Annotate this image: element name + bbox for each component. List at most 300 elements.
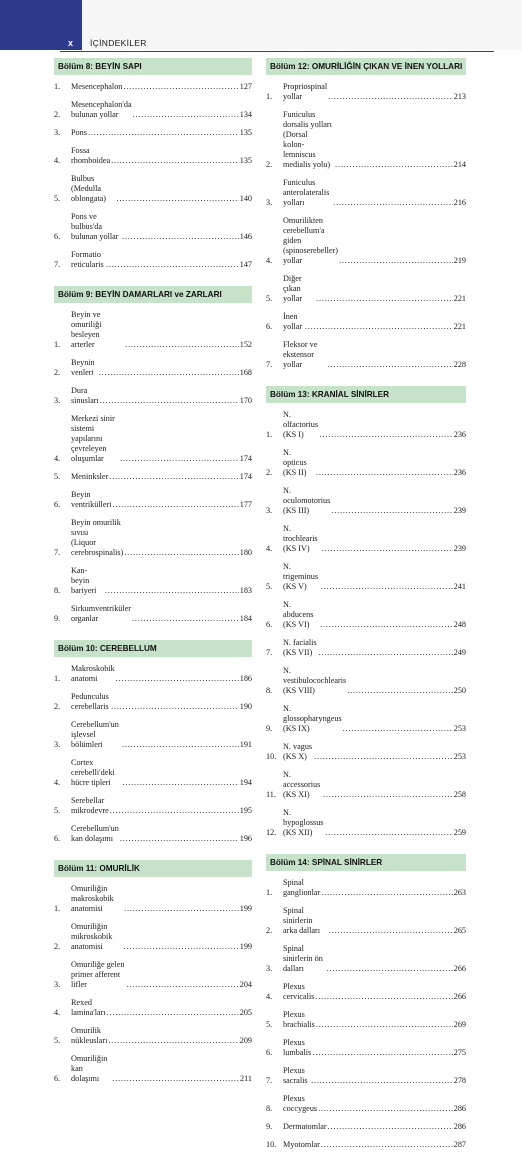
entry-title: Omuriliğin mikroskobik anatomisi <box>71 922 113 951</box>
entry-page-number: 127 <box>239 82 252 91</box>
entry-number: 3. <box>54 980 61 989</box>
toc-entry[interactable] <box>54 414 252 464</box>
entry-title: N. accessorius (KS XI) <box>283 770 321 799</box>
toc-entry[interactable] <box>54 796 252 816</box>
dot-leader <box>100 396 239 406</box>
toc-entry[interactable] <box>54 518 252 558</box>
entry-label <box>283 600 466 630</box>
toc-entry[interactable] <box>266 1066 466 1086</box>
toc-entry[interactable] <box>266 944 466 974</box>
toc-entry[interactable] <box>54 128 252 138</box>
dot-leader <box>124 548 238 558</box>
entry-number: 7. <box>54 260 61 269</box>
entry-label <box>283 110 466 170</box>
entry-number: 2. <box>54 368 61 377</box>
entry-title: Cerebellum'un kan dolaşımı <box>71 824 119 843</box>
entry-label <box>283 216 466 266</box>
dot-leader <box>126 980 238 990</box>
toc-entry[interactable] <box>54 386 252 406</box>
toc-entry[interactable] <box>266 216 466 266</box>
entry-title: Mesencephalon <box>71 82 123 91</box>
toc-entry[interactable] <box>266 878 466 898</box>
entry-page-number: 248 <box>453 620 466 629</box>
entry-page-number: 236 <box>453 468 466 477</box>
entry-page-number: 259 <box>453 828 466 837</box>
dot-leader <box>116 674 239 684</box>
toc-entry[interactable] <box>266 906 466 936</box>
entry-page-number: 194 <box>239 778 252 787</box>
toc-section <box>54 58 252 270</box>
entry-label <box>71 472 252 482</box>
entry-page-number: 184 <box>239 614 252 623</box>
dot-leader <box>320 620 453 630</box>
entry-number: 3. <box>266 964 273 973</box>
dot-leader <box>323 790 453 800</box>
entry-label <box>283 1010 466 1030</box>
entry-page-number: 134 <box>239 110 252 119</box>
entry-number: 1. <box>266 92 273 101</box>
entry-page-number: 253 <box>453 724 466 733</box>
entry-title: Omurilik nükleusları <box>71 1026 108 1045</box>
entry-page-number: 168 <box>239 368 252 377</box>
dot-leader <box>124 942 239 952</box>
entry-page-number: 174 <box>239 454 252 463</box>
dot-leader <box>108 1036 238 1046</box>
entry-number: 5. <box>266 1020 273 1029</box>
entry-number: 6. <box>54 232 61 241</box>
dot-leader <box>117 194 239 204</box>
dot-leader <box>318 1104 453 1114</box>
entry-page-number: 250 <box>453 686 466 695</box>
entry-number: 3. <box>54 740 61 749</box>
entry-page-number: 266 <box>453 992 466 1001</box>
section-title: Bölüm 13: KRANİAL SİNİRLER <box>266 386 466 403</box>
toc-entry[interactable] <box>266 600 466 630</box>
entry-number: 5. <box>266 294 273 303</box>
dot-leader <box>112 1074 239 1084</box>
entry-page-number: 199 <box>239 904 252 913</box>
toc-entry[interactable] <box>266 1010 466 1030</box>
dot-leader <box>110 806 239 816</box>
entry-label <box>71 212 252 242</box>
entry-number: 4. <box>266 256 273 265</box>
entry-number: 2. <box>266 468 273 477</box>
entry-page-number: 177 <box>239 500 252 509</box>
dot-leader <box>333 198 453 208</box>
dot-leader <box>111 156 239 166</box>
entry-page-number: 266 <box>453 964 466 973</box>
toc-entry[interactable] <box>266 1038 466 1058</box>
entry-label <box>283 878 466 898</box>
entry-number: 8. <box>266 686 273 695</box>
entry-title: Omurilikten cerebellum'a giden (spinoserebeller) yollar <box>283 216 339 265</box>
entry-title: Plexus sacralis <box>283 1066 308 1085</box>
entry-label <box>283 1140 466 1150</box>
entry-title: İnen yollar <box>283 312 303 331</box>
entry-label <box>71 128 252 138</box>
entry-number: 2. <box>54 942 61 951</box>
section-title: Bölüm 14: SPİNAL SİNİRLER <box>266 854 466 871</box>
section-title: Bölüm 12: OMURİLİĞİN ÇIKAN VE İNEN YOLLARI <box>266 58 466 75</box>
entry-number: 8. <box>54 586 61 595</box>
dot-leader <box>321 582 453 592</box>
dot-leader <box>109 472 238 482</box>
dot-leader <box>99 368 239 378</box>
dot-leader <box>112 500 238 510</box>
entry-label <box>71 518 252 558</box>
entry-title: Pons <box>71 128 87 137</box>
entry-number: 8. <box>266 1104 273 1113</box>
dot-leader <box>321 888 452 898</box>
entry-title: Formatio reticularis <box>71 250 104 269</box>
entry-page-number: 211 <box>240 1074 252 1083</box>
entry-title: Propriospinal yollar <box>283 82 328 101</box>
toc-entry[interactable] <box>54 960 252 990</box>
entry-title: N. trochlearis (KS IV) <box>283 524 318 553</box>
toc-section <box>266 854 466 1150</box>
toc-entry[interactable] <box>266 178 466 208</box>
entry-page-number: 214 <box>453 160 466 169</box>
toc-entry[interactable] <box>266 562 466 592</box>
toc-entry[interactable] <box>54 1054 252 1084</box>
entry-number: 4. <box>54 778 61 787</box>
toc-entry[interactable] <box>266 808 466 838</box>
entry-page-number: 287 <box>453 1140 466 1149</box>
entry-number: 3. <box>266 506 273 515</box>
dot-leader <box>321 1140 453 1150</box>
entry-page-number: 140 <box>239 194 252 203</box>
toc-entry[interactable] <box>266 1122 466 1132</box>
entry-number: 3. <box>266 198 273 207</box>
entry-page-number: 239 <box>453 506 466 515</box>
entry-number: 1. <box>54 674 61 683</box>
entry-number: 6. <box>266 1048 273 1057</box>
entry-title: N. hypoglossus (KS XII) <box>283 808 324 837</box>
dot-leader <box>328 360 453 370</box>
entry-number: 2. <box>266 926 273 935</box>
toc-entry[interactable] <box>54 212 252 242</box>
toc-entry[interactable] <box>54 250 252 270</box>
entry-page-number: 228 <box>453 360 466 369</box>
toc-entry[interactable] <box>54 692 252 712</box>
entry-number: 6. <box>54 834 61 843</box>
toc-entry[interactable] <box>266 982 466 1002</box>
entry-number: 5. <box>54 1036 61 1045</box>
entry-number: 10. <box>266 752 277 761</box>
entry-title: Beyin ve omuriliği besleyen arterler <box>71 310 102 349</box>
toc-entry[interactable] <box>266 448 466 478</box>
entry-page-number: 213 <box>453 92 466 101</box>
entry-title: Fossa rhomboidea <box>71 146 111 165</box>
entry-title: Makroskobik anatomi <box>71 664 115 683</box>
dot-leader <box>331 506 452 516</box>
entry-page-number: 258 <box>453 790 466 799</box>
entry-title: N. opticus (KS II) <box>283 448 307 477</box>
section-title: Bölüm 11: OMURİLİK <box>54 860 252 877</box>
entry-page-number: 263 <box>453 888 466 897</box>
entry-number: 1. <box>54 340 61 349</box>
entry-label <box>71 824 252 844</box>
dot-leader <box>120 454 239 464</box>
toc-entry[interactable] <box>54 758 252 788</box>
entry-label <box>283 666 466 696</box>
entry-title: Rexed lamina'ları <box>71 998 106 1017</box>
toc-entry[interactable] <box>54 174 252 204</box>
entry-number: 5. <box>266 582 273 591</box>
dot-leader <box>107 1008 239 1018</box>
entry-title: Dermatomlar <box>283 1122 327 1131</box>
entry-label <box>283 982 466 1002</box>
entry-label <box>71 100 252 120</box>
toc-entry[interactable] <box>266 340 466 370</box>
toc-entry[interactable] <box>266 410 466 440</box>
entry-label <box>283 524 466 554</box>
entry-number: 2. <box>54 110 61 119</box>
entry-number: 4. <box>266 992 273 1001</box>
left-column <box>54 58 252 1100</box>
entry-label <box>283 638 466 658</box>
entry-label <box>283 274 466 304</box>
entry-number: 3. <box>54 396 61 405</box>
entry-title: N. glossopharyngeus (KS IX) <box>283 704 342 733</box>
entry-label <box>283 1094 466 1114</box>
dot-leader <box>316 1020 453 1030</box>
entry-title: Plexus coccygeus <box>283 1094 318 1113</box>
entry-number: 11. <box>266 790 276 799</box>
entry-title: N. trigeminus (KS V) <box>283 562 319 591</box>
entry-number: 7. <box>266 360 273 369</box>
entry-page-number: 195 <box>239 806 252 815</box>
toc-entry[interactable] <box>54 472 252 482</box>
entry-number: 4. <box>54 156 61 165</box>
toc-entry[interactable] <box>54 664 252 684</box>
entry-label <box>283 906 466 936</box>
toc-entry[interactable] <box>266 704 466 734</box>
entry-title: Sirkumventriküler organlar <box>71 604 132 623</box>
entry-title: N. olfactorius (KS I) <box>283 410 319 439</box>
entry-page-number: 146 <box>239 232 252 241</box>
entry-page-number: 286 <box>453 1104 466 1113</box>
dot-leader <box>133 110 239 120</box>
toc-entry[interactable] <box>266 1140 466 1150</box>
entry-label <box>283 1122 466 1132</box>
toc-entry[interactable] <box>266 638 466 658</box>
toc-entry[interactable] <box>54 824 252 844</box>
entry-number: 7. <box>266 648 273 657</box>
entry-page-number: 216 <box>453 198 466 207</box>
toc-entry[interactable] <box>54 358 252 378</box>
toc-entry[interactable] <box>54 922 252 952</box>
entry-label <box>71 884 252 914</box>
entry-number: 6. <box>266 322 273 331</box>
dot-leader <box>111 702 239 712</box>
toc-entry[interactable] <box>266 110 466 170</box>
entry-title: Diğer çıkan yollar <box>283 274 303 303</box>
toc-entry[interactable] <box>54 720 252 750</box>
entry-label <box>283 742 466 762</box>
entry-title: N. facialis (KS VII) <box>283 638 317 657</box>
entry-label <box>71 82 252 92</box>
dot-leader <box>124 904 239 914</box>
entry-number: 1. <box>54 82 61 91</box>
entry-label <box>71 358 252 378</box>
entry-label <box>283 340 466 370</box>
entry-title: Funiculus dorsalis yolları (Dorsal kolon-lemniscus medialis yolu) <box>283 110 332 169</box>
right-column <box>266 58 466 1166</box>
entry-number: 4. <box>54 1008 61 1017</box>
entry-page-number: 135 <box>239 128 252 137</box>
entry-page-number: 190 <box>239 702 252 711</box>
entry-title: Dura sinusları <box>71 386 99 405</box>
entry-page-number: 249 <box>453 648 466 657</box>
toc-section <box>54 860 252 1084</box>
entry-page-number: 265 <box>453 926 466 935</box>
entry-number: 6. <box>54 1074 61 1083</box>
entry-label <box>283 562 466 592</box>
entry-page-number: 147 <box>239 260 252 269</box>
entry-number: 9. <box>266 724 273 733</box>
entry-label <box>71 922 252 952</box>
entry-title: Omuriliğin kan dolaşımı <box>71 1054 108 1083</box>
entry-page-number: 269 <box>453 1020 466 1029</box>
entry-page-number: 199 <box>239 942 252 951</box>
dot-leader <box>122 778 238 788</box>
entry-label <box>71 1054 252 1084</box>
entry-page-number: 286 <box>453 1122 466 1131</box>
entry-number: 3. <box>54 128 61 137</box>
toc-entry[interactable] <box>266 742 466 762</box>
toc-section <box>54 286 252 624</box>
toc-entry[interactable] <box>266 666 466 696</box>
entry-number: 5. <box>54 194 61 203</box>
toc-entry[interactable] <box>54 146 252 166</box>
entry-label <box>71 1026 252 1046</box>
toc-entry[interactable] <box>54 604 252 624</box>
toc-entry[interactable] <box>54 100 252 120</box>
entry-label <box>71 758 252 788</box>
entry-title: Cerebellum'un işlevsel bölümleri <box>71 720 119 749</box>
entry-page-number: 205 <box>239 1008 252 1017</box>
section-title: Bölüm 8: BEYİN SAPI <box>54 58 252 75</box>
entry-title: Plexus cervicalis <box>283 982 315 1001</box>
entry-page-number: 191 <box>239 740 252 749</box>
entry-label <box>283 704 466 734</box>
entry-number: 7. <box>266 1076 273 1085</box>
dot-leader <box>125 340 239 350</box>
entry-title: Plexus brachialis <box>283 1010 315 1029</box>
entry-title: Spinal ganglionlar <box>283 878 321 897</box>
toc-entry[interactable] <box>266 486 466 516</box>
toc-entry[interactable] <box>54 82 252 92</box>
toc-section <box>266 386 466 838</box>
entry-title: Beyin omurilik sıvısı (Liquor cerebrospinalis) <box>71 518 124 557</box>
entry-title: Pons ve bulbus'da bulunan yollar <box>71 212 119 241</box>
toc-entry[interactable] <box>266 274 466 304</box>
toc-entry[interactable] <box>54 1026 252 1046</box>
entry-label <box>283 1066 466 1086</box>
toc-entry[interactable] <box>266 1094 466 1114</box>
entry-label <box>71 146 252 166</box>
entry-label <box>283 1038 466 1058</box>
entry-title: Cortex cerebelli'deki hücre tipleri <box>71 758 115 787</box>
entry-number: 4. <box>266 544 273 553</box>
entry-label <box>71 310 252 350</box>
toc-entry[interactable] <box>54 490 252 510</box>
entry-number: 2. <box>54 702 61 711</box>
entry-title: Mesencephalon'da bulunan yollar <box>71 100 132 119</box>
dot-leader <box>328 1122 453 1132</box>
dot-leader <box>329 926 453 936</box>
entry-title: Beyin ventrikülleri <box>71 490 112 509</box>
entry-label <box>283 448 466 478</box>
dot-leader <box>122 740 239 750</box>
toc-entry[interactable] <box>54 884 252 914</box>
entry-page-number: 196 <box>239 834 252 843</box>
entry-label <box>71 960 252 990</box>
entry-label <box>283 410 466 440</box>
entry-number: 9. <box>54 614 61 623</box>
entry-title: Bulbus (Medulla oblongata) <box>71 174 107 203</box>
entry-number: 1. <box>54 904 61 913</box>
entry-number: 4. <box>54 454 61 463</box>
entry-page-number: 183 <box>239 586 252 595</box>
dot-leader <box>320 430 453 440</box>
entry-title: Plexus lumbalis <box>283 1038 312 1057</box>
entry-label <box>71 386 252 406</box>
entry-label <box>71 174 252 204</box>
entry-page-number: 204 <box>239 980 252 989</box>
toc-entry[interactable] <box>266 524 466 554</box>
dot-leader <box>313 1048 453 1058</box>
toc-entry[interactable] <box>266 312 466 332</box>
toc-entry[interactable] <box>54 998 252 1018</box>
entry-label <box>71 566 252 596</box>
entry-title: Funiculus anterolateralis yolları <box>283 178 330 207</box>
dot-leader <box>339 256 453 266</box>
entry-label <box>283 808 466 838</box>
entry-page-number: 180 <box>239 548 252 557</box>
dot-leader <box>318 648 452 658</box>
entry-number: 1. <box>266 430 273 439</box>
entry-label <box>71 414 252 464</box>
entry-number: 5. <box>54 472 61 481</box>
dot-leader <box>122 232 239 242</box>
entry-page-number: 241 <box>453 582 466 591</box>
toc-entry[interactable] <box>54 566 252 596</box>
toc-entry[interactable] <box>54 310 252 350</box>
dot-leader <box>322 544 453 554</box>
entry-page-number: 221 <box>453 294 466 303</box>
entry-number: 2. <box>266 160 273 169</box>
toc-entry[interactable] <box>266 770 466 800</box>
entry-label <box>283 82 466 102</box>
entry-title: Serebellar mikrodevre <box>71 796 109 815</box>
entry-number: 7. <box>54 548 61 557</box>
entry-number: 5. <box>54 806 61 815</box>
page-number: x <box>68 38 74 48</box>
entry-page-number: 239 <box>453 544 466 553</box>
entry-label <box>283 178 466 208</box>
toc-entry[interactable] <box>266 82 466 102</box>
entry-label <box>71 720 252 750</box>
entry-label <box>71 796 252 816</box>
entry-title: Omuriliğe gelen primer afferent lifler <box>71 960 125 989</box>
entry-page-number: 278 <box>453 1076 466 1085</box>
dot-leader <box>335 160 453 170</box>
dot-leader <box>314 752 453 762</box>
dot-leader <box>311 1076 453 1086</box>
section-title: Bölüm 9: BEYİN DAMARLARI ve ZARLARI <box>54 286 252 303</box>
